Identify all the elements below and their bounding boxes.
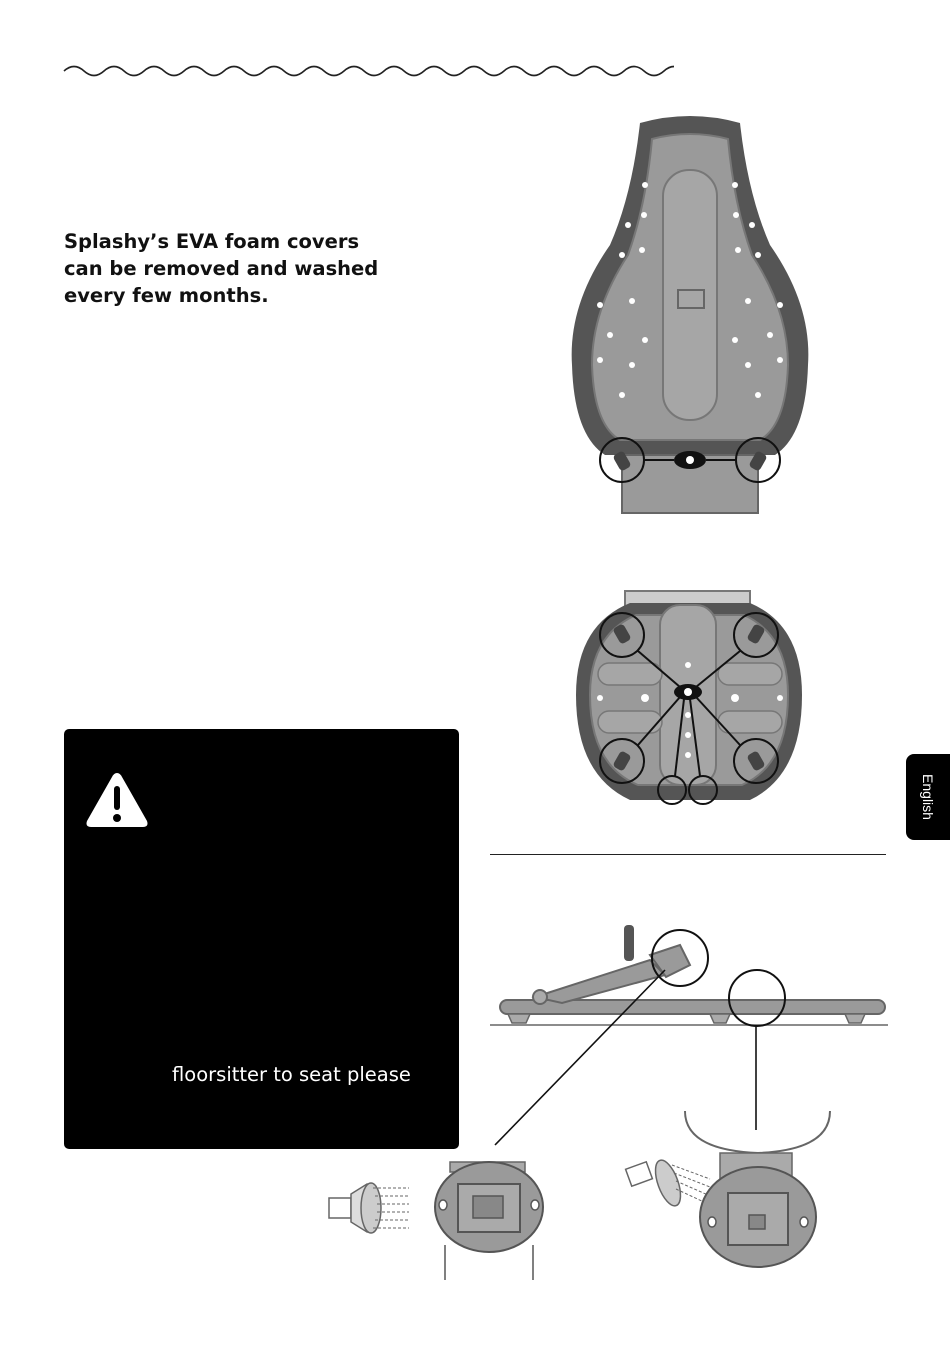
seat-top-illustration	[570, 585, 810, 810]
seat-bottom-illustration	[560, 115, 820, 525]
section-divider	[490, 854, 886, 855]
warning-triangle-icon	[84, 770, 150, 830]
language-tab-label: English	[920, 774, 936, 820]
language-tab[interactable]	[906, 754, 950, 840]
warning-text: floorsitter to seat please	[172, 1063, 411, 1086]
intro-paragraph: Splashy’s EVA foam covers can be removed and washed every few months.	[64, 230, 379, 307]
rinse-detail-left-illustration	[325, 1150, 555, 1285]
rinse-detail-right-illustration	[620, 1105, 840, 1275]
wave-divider	[62, 60, 674, 82]
